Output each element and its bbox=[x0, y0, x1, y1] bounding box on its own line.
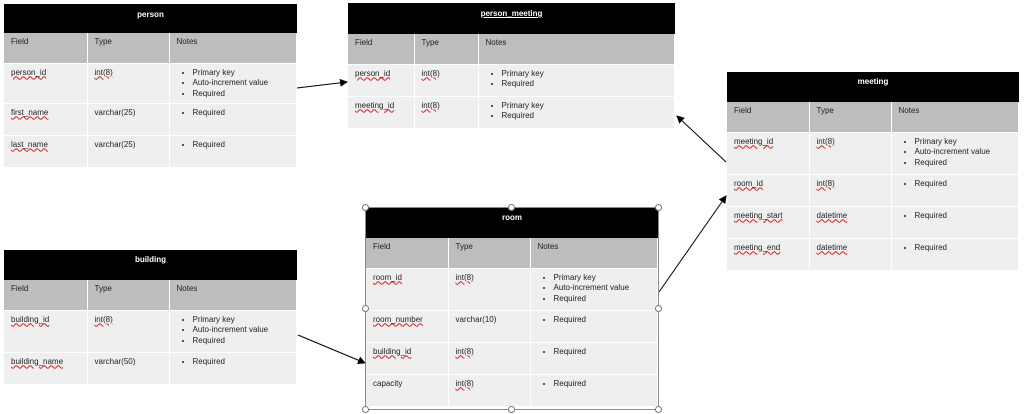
column-header-field: Field bbox=[4, 280, 87, 310]
field-name: person_id bbox=[355, 68, 391, 78]
note-item: • Required bbox=[554, 379, 658, 390]
note-item: • Required bbox=[193, 89, 297, 100]
resize-handle-bottom-right[interactable] bbox=[655, 406, 662, 413]
resize-handle-middle-left[interactable] bbox=[362, 305, 369, 312]
field-name: meeting_id bbox=[734, 136, 774, 146]
table-row[interactable] bbox=[348, 64, 675, 96]
field-notes bbox=[486, 69, 675, 90]
field-type: varchar(25) bbox=[94, 107, 136, 117]
note-item: • Required bbox=[193, 140, 297, 151]
field-type: int(8) bbox=[94, 314, 113, 324]
table-row[interactable] bbox=[366, 342, 658, 374]
field-notes bbox=[177, 357, 297, 368]
column-header-type: Type bbox=[414, 34, 478, 64]
field-name: first_name bbox=[11, 107, 49, 117]
field-name: building_name bbox=[11, 356, 64, 366]
column-header-notes: Notes bbox=[530, 238, 658, 268]
table-title: meeting bbox=[727, 72, 1019, 102]
field-type: datetime bbox=[816, 242, 848, 252]
field-notes bbox=[538, 273, 658, 305]
field-notes bbox=[177, 315, 297, 347]
field-notes bbox=[538, 315, 658, 326]
note-item: • Auto-increment value bbox=[554, 283, 658, 294]
note-item: • Required bbox=[193, 336, 297, 347]
table-row[interactable] bbox=[4, 63, 297, 103]
note-item: • Required bbox=[915, 158, 1019, 169]
field-name: room_id bbox=[373, 272, 402, 282]
column-header-notes: Notes bbox=[169, 33, 297, 63]
resize-handle-bottom-left[interactable] bbox=[362, 406, 369, 413]
table-row[interactable] bbox=[727, 174, 1019, 206]
table-row[interactable] bbox=[727, 206, 1019, 238]
column-header-type: Type bbox=[87, 33, 169, 63]
field-notes bbox=[899, 137, 1019, 169]
field-notes bbox=[177, 140, 297, 151]
column-header-type: Type bbox=[448, 238, 530, 268]
field-notes bbox=[538, 379, 658, 390]
resize-handle-bottom-center[interactable] bbox=[508, 406, 515, 413]
field-type: int(8) bbox=[816, 178, 835, 188]
column-header-notes: Notes bbox=[478, 34, 675, 64]
note-item: • Required bbox=[502, 79, 675, 90]
note-item: • Required bbox=[502, 111, 675, 122]
table-row[interactable] bbox=[366, 374, 658, 406]
note-item: • Required bbox=[915, 211, 1019, 222]
field-type: int(8) bbox=[421, 68, 440, 78]
table-room[interactable] bbox=[366, 208, 658, 407]
resize-handle-top-center[interactable] bbox=[508, 204, 515, 211]
note-item: • Auto-increment value bbox=[915, 147, 1019, 158]
column-header-notes: Notes bbox=[169, 280, 297, 310]
field-name: building_id bbox=[11, 314, 50, 324]
field-type: int(8) bbox=[421, 100, 440, 110]
column-header-notes: Notes bbox=[891, 102, 1019, 132]
note-item: • Required bbox=[554, 347, 658, 358]
note-item: • Required bbox=[915, 179, 1019, 190]
table-row[interactable] bbox=[4, 310, 297, 352]
column-header-type: Type bbox=[809, 102, 891, 132]
table-person-meeting[interactable] bbox=[348, 3, 675, 129]
note-item: • Primary key bbox=[502, 69, 675, 80]
note-item: • Required bbox=[193, 108, 297, 119]
field-notes bbox=[899, 243, 1019, 254]
note-item: • Primary key bbox=[193, 68, 297, 79]
field-type: datetime bbox=[816, 210, 848, 220]
field-notes bbox=[899, 211, 1019, 222]
note-item: • Required bbox=[554, 315, 658, 326]
field-name: meeting_start bbox=[734, 210, 783, 220]
field-name: meeting_end bbox=[734, 242, 781, 252]
connector-person-to-person-meeting bbox=[297, 82, 347, 88]
table-row[interactable] bbox=[4, 352, 297, 384]
field-type: varchar(50) bbox=[94, 356, 136, 366]
field-type: int(8) bbox=[455, 346, 474, 356]
table-meeting[interactable] bbox=[727, 72, 1019, 271]
table-row[interactable] bbox=[366, 268, 658, 310]
field-notes bbox=[486, 101, 675, 122]
column-header-type: Type bbox=[87, 280, 169, 310]
table-title: person bbox=[4, 4, 297, 33]
table-building[interactable] bbox=[4, 250, 297, 385]
field-name: room_number bbox=[373, 314, 423, 324]
table-title: person_meeting bbox=[348, 3, 675, 34]
resize-handle-top-right[interactable] bbox=[655, 204, 662, 211]
field-name: last_name bbox=[11, 139, 48, 149]
table-row[interactable] bbox=[727, 132, 1019, 174]
field-name: capacity bbox=[366, 374, 448, 406]
table-title: room bbox=[366, 208, 658, 238]
field-name: person_id bbox=[11, 67, 47, 77]
column-header-field: Field bbox=[348, 34, 414, 64]
field-name: building_id bbox=[373, 346, 412, 356]
field-notes bbox=[177, 68, 297, 100]
field-type: int(8) bbox=[455, 272, 474, 282]
field-notes bbox=[177, 108, 297, 119]
resize-handle-top-left[interactable] bbox=[362, 204, 369, 211]
connector-building-to-room bbox=[298, 335, 365, 363]
table-row[interactable] bbox=[366, 310, 658, 342]
note-item: • Required bbox=[554, 294, 658, 305]
field-notes bbox=[538, 347, 658, 358]
note-item: • Required bbox=[915, 243, 1019, 254]
field-type: varchar(25) bbox=[94, 139, 136, 149]
note-item: • Auto-increment value bbox=[193, 78, 297, 89]
field-type: int(8) bbox=[455, 378, 474, 388]
note-item: • Primary key bbox=[502, 101, 675, 112]
table-person[interactable] bbox=[4, 4, 297, 168]
table-row[interactable] bbox=[4, 135, 297, 167]
connector-room-to-meeting bbox=[659, 196, 726, 292]
field-type: varchar(10) bbox=[455, 314, 497, 324]
note-item: • Required bbox=[193, 357, 297, 368]
column-header-field: Field bbox=[727, 102, 809, 132]
table-row[interactable] bbox=[727, 238, 1019, 270]
note-item: • Primary key bbox=[193, 315, 297, 326]
resize-handle-middle-right[interactable] bbox=[655, 305, 662, 312]
table-row[interactable] bbox=[348, 96, 675, 128]
note-item: • Primary key bbox=[554, 273, 658, 284]
field-notes bbox=[899, 179, 1019, 190]
connector-meeting-to-person-meeting bbox=[677, 116, 726, 162]
note-item: • Primary key bbox=[915, 137, 1019, 148]
column-header-field: Field bbox=[4, 33, 87, 63]
table-title: building bbox=[4, 250, 297, 280]
table-row[interactable] bbox=[4, 103, 297, 135]
field-name: room_id bbox=[734, 178, 763, 188]
field-name: meeting_id bbox=[355, 100, 395, 110]
field-type: int(8) bbox=[94, 67, 113, 77]
field-type: int(8) bbox=[816, 136, 835, 146]
column-header-field: Field bbox=[366, 238, 448, 268]
note-item: • Auto-increment value bbox=[193, 325, 297, 336]
